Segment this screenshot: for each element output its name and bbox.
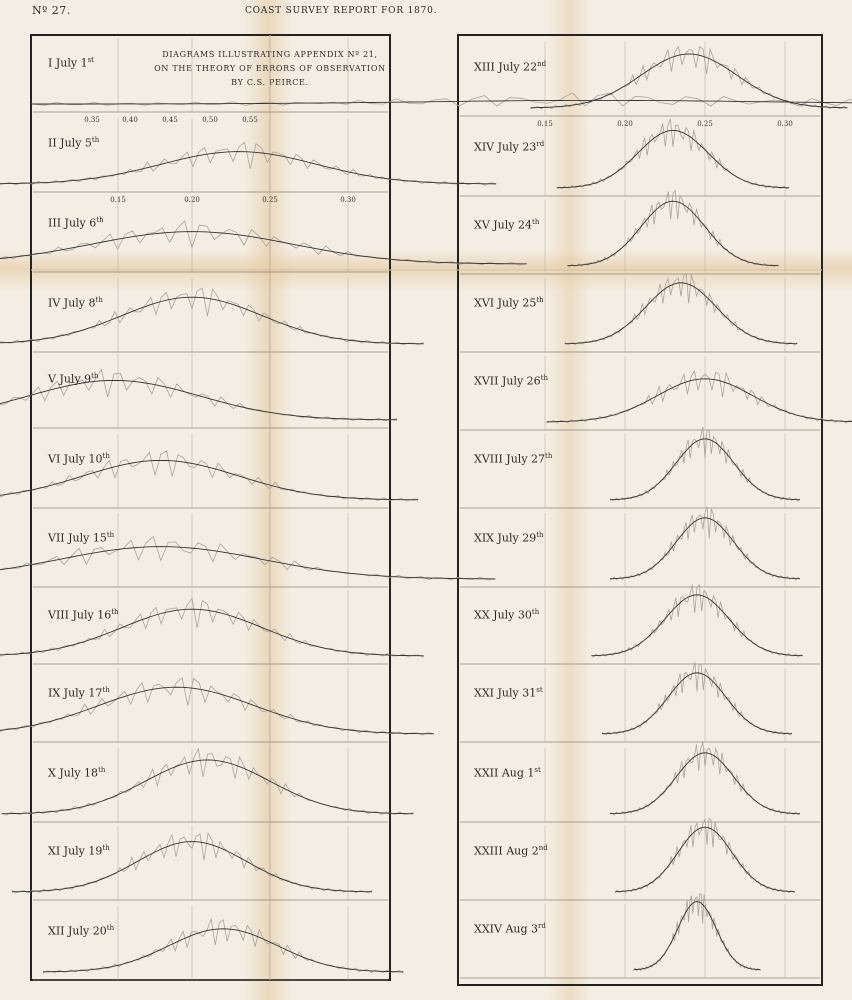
fitted-normal-curve xyxy=(567,201,778,266)
panel-label xyxy=(48,766,105,780)
panel-label xyxy=(474,218,539,232)
tick-label: 0.30 xyxy=(340,196,356,204)
panel-label-text: XVIII July 27 xyxy=(474,452,546,466)
panel-label-text: I July 1 xyxy=(48,56,88,70)
panel-label-suffix: th xyxy=(536,531,544,539)
panel-label xyxy=(48,136,99,150)
panel-label-text: VIII July 16 xyxy=(48,608,112,622)
right-column-frame xyxy=(458,35,822,985)
panel-label xyxy=(48,372,99,386)
panel-label-suffix: th xyxy=(91,136,100,144)
panel-label-text: XXII Aug 1 xyxy=(474,766,535,780)
observed-curve xyxy=(531,47,848,109)
observed-curve xyxy=(591,584,802,657)
panel-label-suffix: st xyxy=(534,766,541,774)
panel-label-suffix: rd xyxy=(536,140,545,148)
panel-label-text: VI July 10 xyxy=(48,452,103,466)
panel-label-suffix: th xyxy=(102,452,110,460)
title-line-1: DIAGRAMS ILLUSTRATING APPENDIX Nº 21, xyxy=(162,50,378,59)
report-title: COAST SURVEY REPORT FOR 1870. xyxy=(245,6,438,16)
panel-label-suffix: th xyxy=(536,296,544,304)
tick-label: 0.35 xyxy=(84,116,100,124)
panel-label-text: XXI July 31 xyxy=(474,686,537,700)
panel-label-text: XX July 30 xyxy=(474,608,532,622)
fitted-normal-curve xyxy=(557,130,789,187)
tick-label: 0.25 xyxy=(262,196,278,204)
panel-label-suffix: nd xyxy=(538,844,548,852)
panel-label xyxy=(48,686,110,700)
panel-label-suffix: rd xyxy=(538,922,546,930)
tick-label: 0.25 xyxy=(697,120,713,128)
tick-label: 0.30 xyxy=(777,120,793,128)
fitted-normal-curve xyxy=(0,152,496,184)
panel-label-suffix: th xyxy=(111,608,119,616)
panel-label-suffix: th xyxy=(98,766,106,774)
panel-label-text: XIII July 22 xyxy=(474,60,538,74)
fitted-normal-curve xyxy=(0,232,527,264)
panel-label-suffix: th xyxy=(102,686,110,694)
panel-label-text: XVI July 25 xyxy=(474,296,537,310)
panel-label xyxy=(48,56,94,70)
panel-label xyxy=(474,922,546,936)
panel-label-text: XXIV Aug 3 xyxy=(474,922,539,936)
tick-label: 0.45 xyxy=(162,116,178,124)
fitted-normal-curve xyxy=(591,595,802,656)
fitted-normal-curve xyxy=(0,460,418,499)
panel-label-text: XV July 24 xyxy=(474,218,532,232)
panel-label-text: XVII July 26 xyxy=(474,374,541,388)
panel-label xyxy=(474,608,539,622)
panel-label xyxy=(48,844,110,858)
panel-label-text: XIV July 23 xyxy=(474,140,537,154)
panel-label xyxy=(474,686,543,700)
panel-label-suffix: th xyxy=(91,372,99,380)
panel-label-suffix: th xyxy=(531,608,540,616)
tick-label: 0.40 xyxy=(122,116,138,124)
title-line-3: BY C.S. PEIRCE. xyxy=(231,78,309,87)
fitted-normal-curve xyxy=(565,283,797,344)
panel-label-suffix: th xyxy=(106,924,115,932)
panel-label-text: III July 6 xyxy=(48,216,97,230)
panel-label-text: IV July 8 xyxy=(48,296,96,310)
panel-label xyxy=(474,452,552,466)
observed-curve xyxy=(634,894,761,971)
panel-label-suffix: th xyxy=(102,844,110,852)
panel-label xyxy=(48,608,119,622)
panel-label-suffix: th xyxy=(95,296,103,304)
title-line-2: ON THE THEORY OF ERRORS OF OBSERVATION xyxy=(154,64,386,73)
panel-label xyxy=(474,60,546,74)
panel-label-text: XIX July 29 xyxy=(474,531,537,545)
panel-label-suffix: th xyxy=(540,374,549,382)
panel-label xyxy=(48,452,110,466)
tick-label: 0.15 xyxy=(537,120,553,128)
panel-label xyxy=(48,296,103,310)
panel-label-text: XXIII Aug 2 xyxy=(474,844,539,858)
panel-label-suffix: th xyxy=(96,216,104,224)
panel-label xyxy=(48,924,114,938)
panel-label xyxy=(474,296,544,310)
panel-label-text: IX July 17 xyxy=(48,686,103,700)
panel-label-suffix: nd xyxy=(537,60,547,68)
panel-label-text: X July 18 xyxy=(48,766,99,780)
panel-label xyxy=(474,766,541,780)
panel-label-suffix: th xyxy=(106,531,115,539)
panel-label-suffix: st xyxy=(87,56,94,64)
observed-curve xyxy=(557,119,789,189)
observed-curve xyxy=(565,273,797,345)
tick-label: 0.20 xyxy=(617,120,633,128)
panel-label-suffix: th xyxy=(545,452,553,460)
panel-label xyxy=(48,531,114,545)
fitted-normal-curve xyxy=(31,100,852,104)
fitted-normal-curve xyxy=(0,547,495,579)
panel-label-text: VII July 15 xyxy=(48,531,107,545)
panel-label-text: V July 9 xyxy=(48,372,92,386)
observed-curve xyxy=(567,191,778,267)
panel-label xyxy=(474,374,548,388)
tick-label: 0.15 xyxy=(110,196,126,204)
panel-label xyxy=(48,216,104,230)
panel-label-suffix: th xyxy=(532,218,540,226)
tick-label: 0.20 xyxy=(184,196,200,204)
fitted-normal-curve xyxy=(602,673,792,734)
panel-label-suffix: st xyxy=(536,686,543,694)
panel-label-text: II July 5 xyxy=(48,136,92,150)
tick-label: 0.50 xyxy=(202,116,218,124)
fitted-normal-curve xyxy=(531,54,848,108)
panel-label xyxy=(474,531,544,545)
panel-label-text: XII July 20 xyxy=(48,924,107,938)
panel-label-text: XI July 19 xyxy=(48,844,103,858)
tick-label: 0.55 xyxy=(242,116,258,124)
observed-curve xyxy=(2,749,414,816)
panel-label xyxy=(474,140,544,154)
panel-label xyxy=(474,844,548,858)
fitted-normal-curve xyxy=(634,902,761,970)
plate-number: Nº 27. xyxy=(32,4,71,17)
